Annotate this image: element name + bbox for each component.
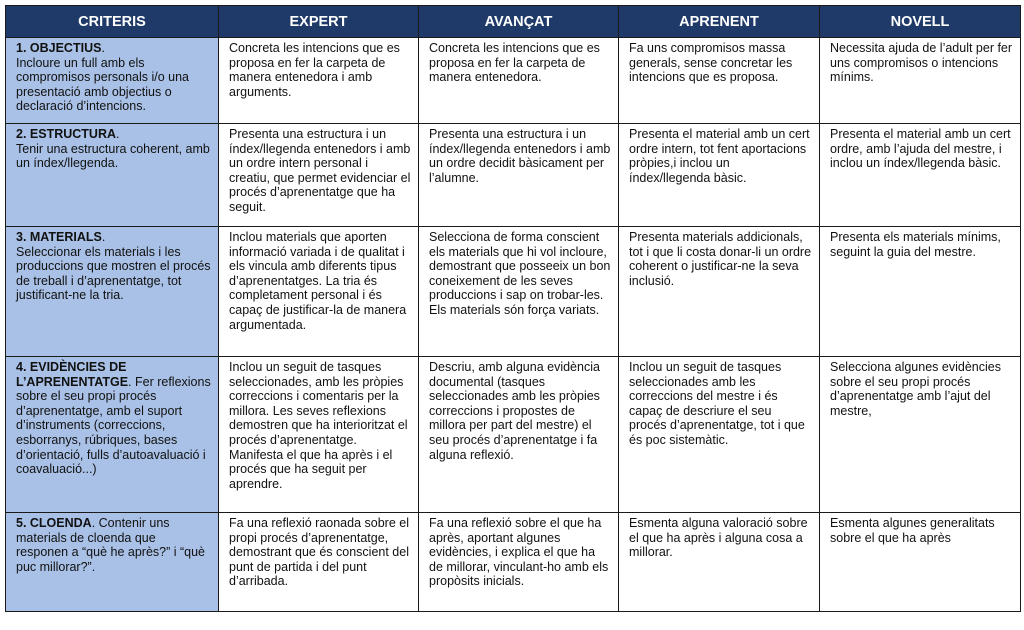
novell-cell: Presenta els materials mínims, seguint la guia del mestre.	[820, 227, 1021, 357]
novell-cell: Esmenta algunes generalitats sobre el que ha après	[820, 513, 1021, 612]
criterion-cell	[6, 513, 219, 612]
expert-cell: Fa una reflexió raonada sobre el propi procés d’aprenentatge, demostrant que és conscient del punt de partida i del punt d’arribada.	[219, 513, 419, 612]
table-row	[6, 513, 1021, 612]
aprenent-cell: Esmenta alguna valoració sobre el que ha après i alguna cosa a millorar.	[619, 513, 820, 612]
expert-cell: Inclou un seguit de tasques seleccionades, amb les pròpies correccions i comentaris per la millora. Les seves reflexions demostren que ha interioritzat el procés d’aprenentatge. Manifesta el que ha après i el procés que ha seguit per aprendre.	[219, 357, 419, 513]
novell-cell: Necessita ajuda de l’adult per fer uns compromisos o intencions mínims.	[820, 38, 1021, 124]
criterion-cell	[6, 124, 219, 227]
aprenent-cell: Presenta materials addicionals, tot i que li costa donar-li un ordre coherent o justificar-ne la seva inclusió.	[619, 227, 820, 357]
expert-cell: Concreta les intencions que es proposa en fer la carpeta de manera entenedora i amb arguments.	[219, 38, 419, 124]
expert-cell: Presenta una estructura i un índex/llegenda entenedors i amb un ordre intern personal i creatiu, que permet evidenciar el procés d’aprenentatge que ha seguit.	[219, 124, 419, 227]
novell-cell: Selecciona algunes evidències sobre el seu propi procés d’aprenentatge amb l’ajut del mestre,	[820, 357, 1021, 513]
criterion-title: 3. MATERIALS	[16, 230, 102, 244]
criterion-title: 4. EVIDÈNCIES DE L’APRENENTATGE	[16, 360, 129, 389]
novell-cell: Presenta el material amb un cert ordre, amb l’ajuda del mestre, i inclou un índex/llegenda bàsic.	[820, 124, 1021, 227]
criterion-description: . Fer reflexions sobre el seu propi procés d’aprenentatge, amb el suport d’instruments (correccions, esborranys, rúbriques, bases d’orientació, fulls d’autoavaluació i coavaluació...)	[16, 374, 211, 477]
criterion-title: 2. ESTRUCTURA	[16, 127, 117, 141]
rubric-table	[5, 5, 1021, 612]
header-expert: EXPERT	[219, 6, 419, 38]
header-row	[6, 6, 1021, 38]
criterion-cell	[6, 227, 219, 357]
header-criteris: CRITERIS	[6, 6, 219, 38]
criterion-description: . Contenir uns materials de cloenda que responen a “què he après?” i “què puc millorar?”.	[16, 516, 206, 574]
expert-cell: Inclou materials que aporten informació variada i de qualitat i els vincula amb diferents tipus d’aprenentatges. La tria és completament personal i és capaç de justificar-la de manera argumentada.	[219, 227, 419, 357]
aprenent-cell: Fa uns compromisos massa generals, sense concretar les intencions que es proposa.	[619, 38, 820, 124]
avancat-cell: Presenta una estructura i un índex/llegenda entenedors i amb un ordre decidit bàsicament per l’alumne.	[419, 124, 619, 227]
header-avancat: AVANÇAT	[419, 6, 619, 38]
criterion-title: 1. OBJECTIUS	[16, 41, 102, 55]
criterion-description: . Tenir una estructura coherent, amb un índex/llegenda.	[16, 127, 210, 171]
criterion-description: . Seleccionar els materials i les produccions que mostren el procés de treball i d’aprenentatge, tot justificant-ne la tria.	[16, 230, 211, 303]
header-novell: NOVELL	[820, 6, 1021, 38]
header-aprenent: APRENENT	[619, 6, 820, 38]
table-row	[6, 357, 1021, 513]
avancat-cell: Concreta les intencions que es proposa en fer la carpeta de manera entenedora.	[419, 38, 619, 124]
avancat-cell: Fa una reflexió sobre el que ha après, aportant algunes evidències, i explica el que ha de millorar, vinculant-ho amb els propòsits inicials.	[419, 513, 619, 612]
criterion-cell	[6, 357, 219, 513]
table-row	[6, 38, 1021, 124]
table-row	[6, 124, 1021, 227]
table-row	[6, 227, 1021, 357]
criterion-description: . Incloure un full amb els compromisos personals i/o una presentació amb objectius o declaració d’intencions.	[16, 41, 189, 114]
avancat-cell: Selecciona de forma conscient els materials que hi vol incloure, demostrant que posseeix un bon coneixement de les seves produccions i sap on trobar-les. Els materials són força variats.	[419, 227, 619, 357]
criterion-cell	[6, 38, 219, 124]
criterion-title: 5. CLOENDA	[16, 516, 92, 530]
aprenent-cell: Inclou un seguit de tasques seleccionades amb les correccions del mestre i és capaç de descriure el seu procés d’aprenentatge, tot i que és poc sistemàtic.	[619, 357, 820, 513]
avancat-cell: Descriu, amb alguna evidència documental (tasques seleccionades amb les pròpies correccions i propostes de millora per part del mestre) el seu procés d’aprenentatge i fa alguna reflexió.	[419, 357, 619, 513]
aprenent-cell: Presenta el material amb un cert ordre intern, tot fent aportacions pròpies,i inclou un índex/llegenda bàsic.	[619, 124, 820, 227]
